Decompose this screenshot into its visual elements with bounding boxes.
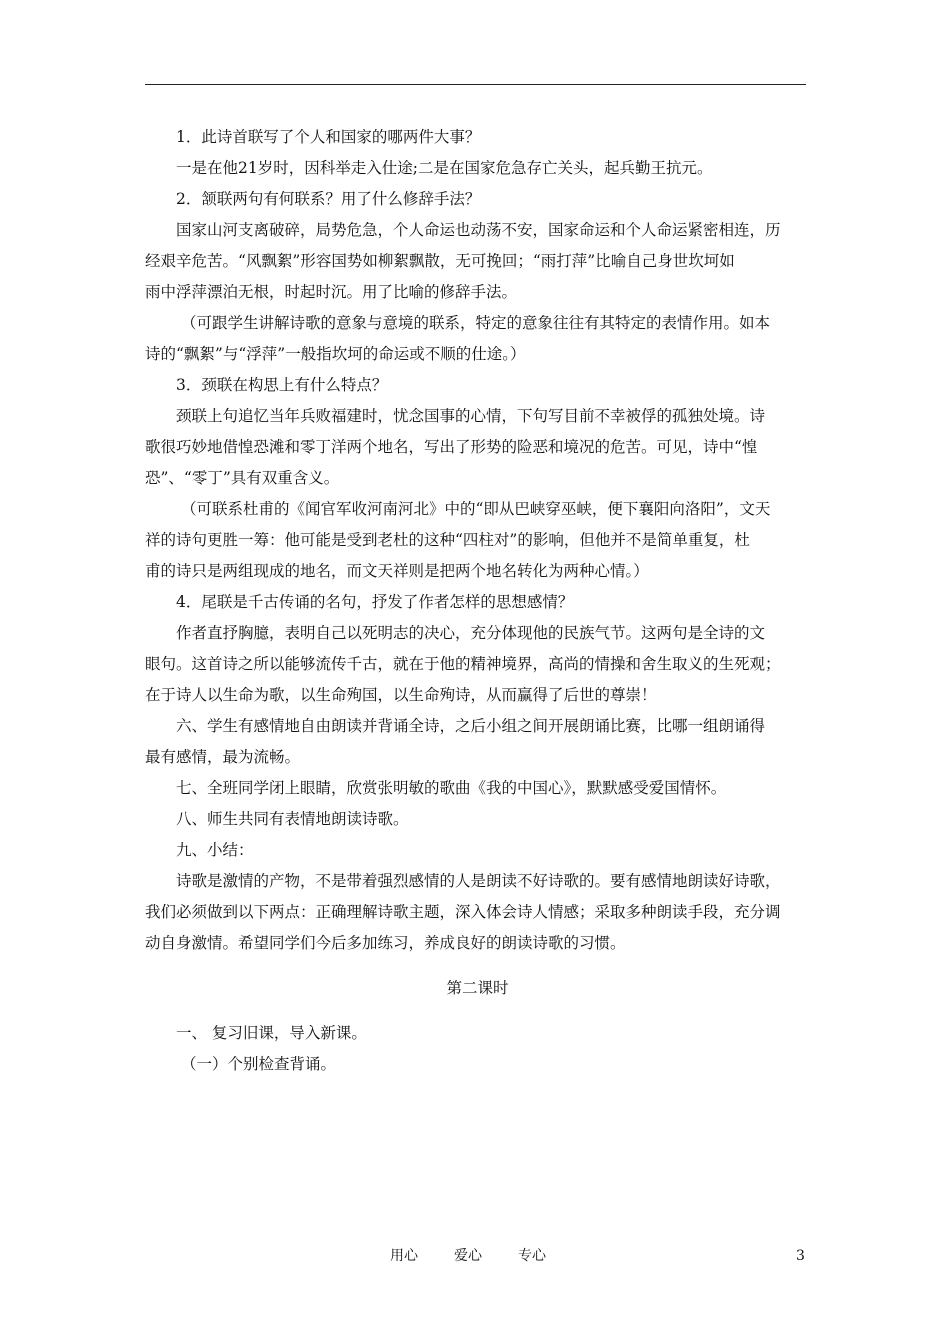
document-body: [145, 122, 810, 1080]
lesson-substep-1: （一）个别检查背诵。: [181, 1055, 337, 1073]
question-2: 2．颔联两句有何联系？用了什么修辞手法？: [176, 190, 481, 208]
note-1-line-2: 诗的“飘絮”与“浮萍”一般指坎坷的命运或不顺的仕途。）: [145, 345, 526, 363]
summary-line-2: 我们必须做到以下两点：正确理解诗歌主题，深入体会诗人情感；采取多种朗读手段，充分调: [145, 903, 781, 921]
summary-line-3: 动自身激情。希望同学们今后多加练习，养成良好的朗读诗歌的习惯。: [145, 934, 626, 952]
note-2-line-3: 甫的诗只是两组现成的地名，而文天祥则是把两个地名转化为两种心情。）: [145, 562, 649, 580]
footer-motto-1: 用心: [390, 1248, 418, 1264]
note-2-line-2: 祥的诗句更胜一筹：他可能是受到老杜的这种“四柱对”的影响，但他并不是简单重复，杜: [145, 531, 750, 549]
answer-2-line-3: 雨中浮萍漂泊无根，时起时沉。用了比喻的修辞手法。: [145, 283, 518, 301]
answer-4-line-3: 在于诗人以生命为歌，以生命殉国，以生命殉诗，从而赢得了后世的尊崇！: [145, 686, 657, 704]
answer-3-line-1: 颈联上句追忆当年兵败福建时，忧念国事的心情，下句写目前不幸被俘的孤独处境。诗: [176, 407, 766, 425]
answer-2-line-1: 国家山河支离破碎，局势危急，个人命运也动荡不安，国家命运和个人命运紧密相连，历: [176, 221, 781, 239]
answer-4-line-1: 作者直抒胸臆，表明自己以死明志的决心，充分体现他的民族气节。这两句是全诗的文: [176, 624, 766, 642]
answer-3-line-2: 歌很巧妙地借惶恐滩和零丁洋两个地名，写出了形势的险恶和境况的危苦。可见，诗中“惶: [145, 438, 758, 456]
step-7: 七、全班同学闭上眼睛，欣赏张明敏的歌曲《我的中国心》，默默感受爱国情怀。: [176, 779, 727, 797]
section-title: 第二课时: [446, 979, 509, 997]
step-6-line-2: 最有感情，最为流畅。: [145, 748, 301, 766]
footer-motto: [390, 1246, 546, 1266]
answer-3-line-3: 恐”、“零丁”具有双重含义。: [145, 469, 340, 487]
step-9-heading: 九、小结：: [176, 841, 254, 859]
summary-line-1: 诗歌是激情的产物，不是带着强烈感情的人是朗读不好诗歌的。要有感情地朗读好诗歌，: [176, 872, 781, 890]
question-4: 4．尾联是千古传诵的名句，抒发了作者怎样的思想感情？: [176, 593, 574, 611]
question-1: 1．此诗首联写了个人和国家的哪两件大事？: [176, 128, 481, 146]
footer-motto-2: 爱心: [454, 1248, 482, 1264]
header-rule: [145, 84, 806, 85]
step-6-line-1: 六、学生有感情地自由朗读并背诵全诗，之后小组之间开展朗诵比赛，比哪一组朗诵得: [176, 717, 766, 735]
footer-motto-3: 专心: [518, 1248, 546, 1264]
lesson-step-1: 一、 复习旧课，导入新课。: [176, 1024, 367, 1042]
step-8: 八、师生共同有表情地朗读诗歌。: [176, 810, 409, 828]
answer-4-line-2: 眼句。这首诗之所以能够流传千古，就在于他的精神境界，高尚的情操和舍生取义的生死观；: [145, 655, 781, 673]
question-3: 3．颈联在构思上有什么特点？: [176, 376, 388, 394]
note-2-line-1: （可联系杜甫的《闻官军收河南河北》中的“即从巴峡穿巫峡，便下襄阳向洛阳”，文天: [181, 500, 771, 518]
note-1-line-1: （可跟学生讲解诗歌的意象与意境的联系，特定的意象往往有其特定的表情作用。如本: [181, 314, 771, 332]
page-number: 3: [796, 1248, 805, 1264]
answer-2-line-2: 经艰辛危苦。“风飘絮”形容国势如柳絮飘散，无可挽回；“雨打萍”比喻自己身世坎坷如: [145, 252, 735, 270]
answer-1: 一是在他21岁时，因科举走入仕途;二是在国家危急存亡关头，起兵勤王抗元。: [176, 159, 713, 177]
